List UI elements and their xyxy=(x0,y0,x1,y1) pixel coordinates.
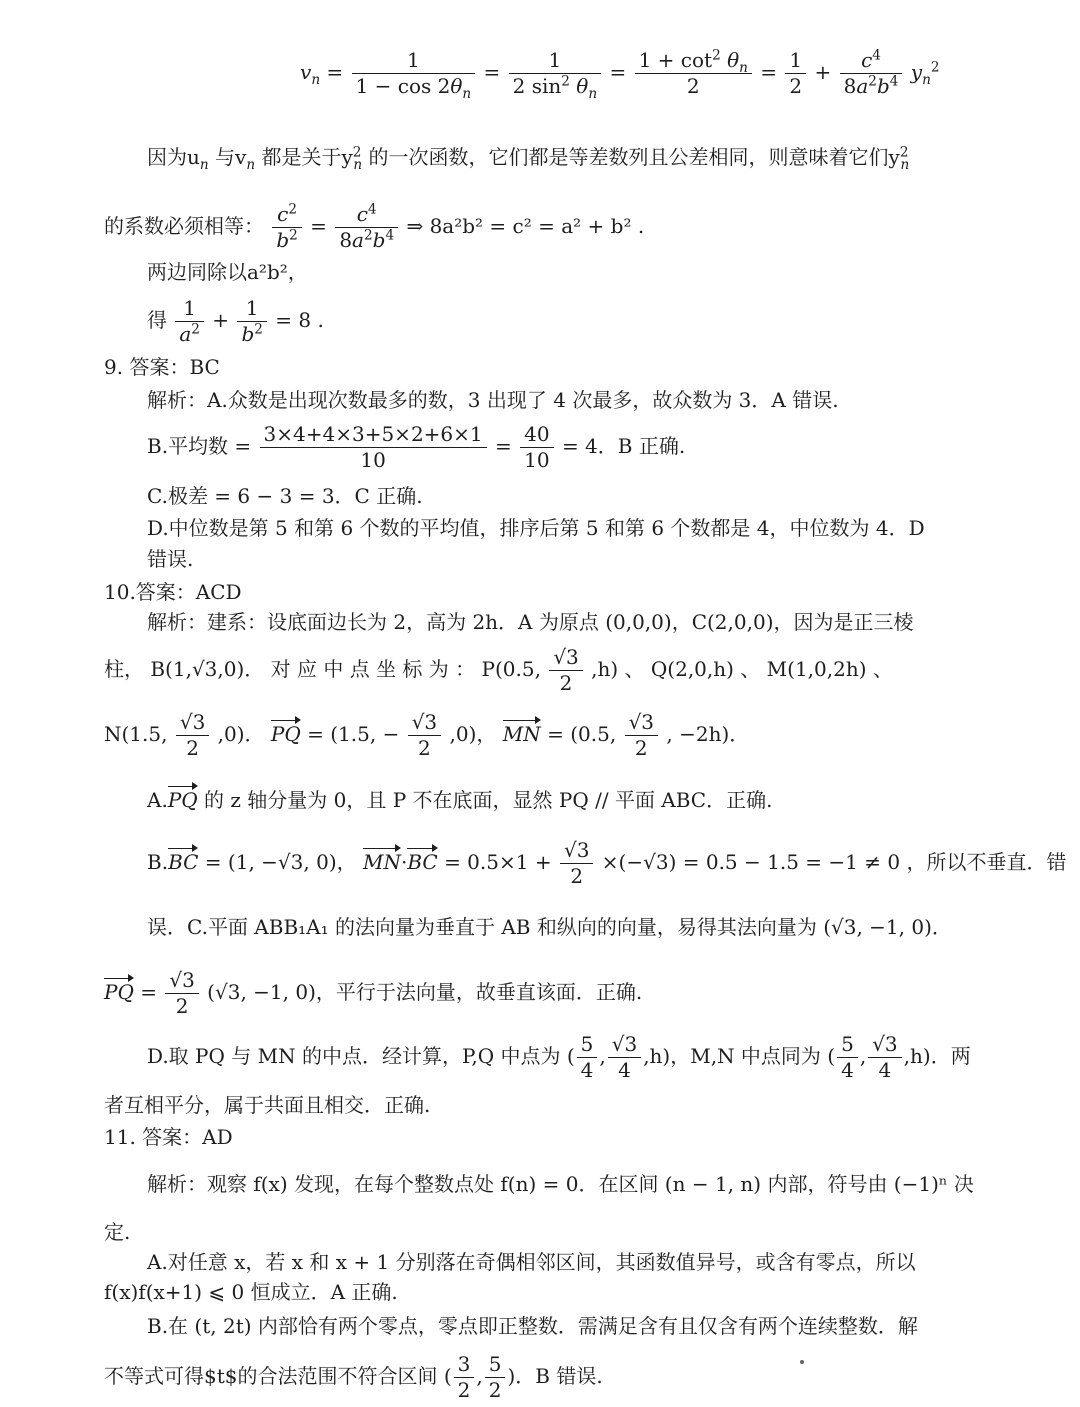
text-line: 错误. xyxy=(147,547,194,571)
vn-var: v xyxy=(300,60,312,84)
text-line: PQ = $\frac{√3}{2}$ (√3, −1, 0)，平行于法向量，故垂直该面．正确. xyxy=(104,968,643,1018)
text-line: C.极差 = 6 − 3 = 3．C 正确. xyxy=(147,484,423,508)
text-line: 因为$u_n$ 与$v_n$ 都是关于$y^2_n$ 的一次函数，它们都是等差数列且公差相同，则意味着它们$y^2_n$ xyxy=(147,144,910,173)
vector-mn: MN xyxy=(362,850,401,874)
vector-pq: PQ xyxy=(104,980,134,1004)
frac: $\frac{√3}{2}$ xyxy=(176,710,209,761)
vector-pq: PQ xyxy=(270,722,301,746)
text-line: N(1.5, $\frac{√3}{2}$ ,0)． PQ = (1.5, − $\frac{√3}{2}$ ,0)， MN = (0.5, $\frac{√3}{2}$ , −2h)． xyxy=(104,710,750,760)
text-line: B.在 (t, 2t) 内部恰有两个零点，零点即正整数．需满足含有且仅含有两个连续整数．解 xyxy=(147,1314,918,1338)
text-line: D.中位数是第 5 和第 6 个数的平均值，排序后第 5 和第 6 个数都是 4，中位数为 4．D xyxy=(147,516,925,540)
frac: $\frac{1}{2}$ xyxy=(785,48,806,99)
answer-11: 11. 答案：AD xyxy=(104,1125,233,1149)
vector-bc: BC xyxy=(168,850,199,874)
text-line: B.平均数 = $\frac{3\times 4+4\times 3+5\times 2+6\times 1}{10}$ = $\frac{40}{10}$ = 4．B 正确. xyxy=(147,422,686,472)
text-line: D.取 PQ 与 MN 的中点．经计算，P,Q 中点为 ( $\frac{5}{4}$ , $\frac{√3}{4}$ ,h)，M,N 中点同为 ( $\frac{5}{4}$ , $\frac{√3}{4}$ ,h)．两 xyxy=(147,1032,971,1082)
frac: $\frac{3}{2}$ xyxy=(454,1352,475,1403)
text-line: 者互相平分，属于共面且相交．正确. xyxy=(104,1093,431,1117)
text-line: 得 $\frac{1}{a^2}$ + $\frac{1}{b^2}$ = 8 . xyxy=(147,296,324,346)
frac: $\frac{√3}{2}$ xyxy=(560,838,593,889)
frac: $\frac{√3}{2}$ xyxy=(549,645,582,696)
text-line: 解析：建系：设底面边长为 2，高为 2h．A 为原点 (0,0,0)，C(2,0,0)，因为是正三棱 xyxy=(147,610,914,634)
frac: $\frac{40}{10}$ xyxy=(520,422,553,473)
text-line: 不等式可得$t$的合法范围不符合区间 ( $\frac{3}{2}$ , $\frac{5}{2}$ )．B 错误. xyxy=(104,1352,603,1402)
frac: $\frac{c^4}{8a^2b^4}$ xyxy=(335,202,398,253)
frac: $\frac{√3}{2}$ xyxy=(165,968,198,1019)
frac: $\frac{√3}{4}$ xyxy=(608,1032,641,1083)
frac: $\frac{1 + \cot^2 \theta_n}{2}$ xyxy=(635,48,752,99)
frac: $\frac{√3}{2}$ xyxy=(408,710,441,761)
frac: $\frac{1}{a^2}$ xyxy=(175,296,204,347)
text-line: A.PQ 的 z 轴分量为 0，且 P 不在底面，显然 PQ // 平面 ABC．正确. xyxy=(147,788,773,812)
formula-vn: $v_n$ = $\frac{1}{1 - \cos 2\theta_n}$ = $\frac{1}{2 \sin^2 \theta_n}$ = $\frac{1 + \cot^2 \theta_n}{2}$ = $\frac{1}{2}$ + $\frac{c^4}{8a^2b^4}$ $y_n^2$ xyxy=(300,47,940,102)
frac: $\frac{1}{1 - \cos 2\theta_n}$ xyxy=(352,48,476,99)
frac: $\frac{√3}{2}$ xyxy=(625,710,658,761)
text-line: B.BC = (1, −√3, 0)， MN·BC = 0.5×1 + $\frac{√3}{2}$ ×(−√3) = 0.5 − 1.5 = −1 ≠ 0 ，所以不垂直．错 xyxy=(147,838,1067,888)
frac: $\frac{1}{b^2}$ xyxy=(237,296,266,347)
frac: $\frac{5}{4}$ xyxy=(837,1032,858,1083)
answer-9: 9. 答案：BC xyxy=(104,355,220,379)
frac: $\frac{√3}{4}$ xyxy=(868,1032,901,1083)
text-line: 两边同除以a²b²， xyxy=(147,260,308,284)
vector-bc: BC xyxy=(407,850,438,874)
frac: $\frac{1}{2 \sin^2 \theta_n}$ xyxy=(509,48,601,99)
frac: $\frac{5}{2}$ xyxy=(485,1352,506,1403)
text-line: 解析：A.众数是出现次数最多的数，3 出现了 4 次最多，故众数为 3．A 错误. xyxy=(147,388,839,412)
frac: $\frac{5}{4}$ xyxy=(577,1032,598,1083)
frac: $\frac{c^4}{8a^2b^4}$ xyxy=(840,48,903,99)
answer-10: 10.答案：ACD xyxy=(104,580,242,604)
vector-mn: MN xyxy=(502,722,541,746)
text-line: 误．C.平面 ABB₁A₁ 的法向量为垂直于 AB 和纵向的向量，易得其法向量为 (√3, −1, 0)． xyxy=(147,915,952,939)
text-line: 定. xyxy=(104,1220,131,1244)
text-line: A.对任意 x，若 x 和 x + 1 分别落在奇偶相邻区间，其函数值异号，或含有零点，所以 xyxy=(147,1250,916,1274)
vector-pq: PQ xyxy=(167,788,198,812)
frac: $\frac{3\times 4+4\times 3+5\times 2+6\times 1}{10}$ xyxy=(260,422,487,473)
frac: $\frac{c^2}{b^2}$ xyxy=(272,202,301,253)
scan-speck xyxy=(800,1360,804,1364)
text-line: f(x)f(x+1) ⩽ 0 恒成立．A 正确. xyxy=(104,1280,398,1304)
text-line: 柱， B(1,√3,0)． 对 应 中 点 坐 标 为 ： P(0.5, $\frac{√3}{2}$ ,h) 、 Q(2,0,h) 、 M(1,0,2h) 、 xyxy=(104,645,893,695)
text-line: 的系数必须相等： $\frac{c^2}{b^2}$ = $\frac{c^4}{8a^2b^4}$ ⇒ 8a²b² = c² = a² + b² . xyxy=(104,201,645,252)
text-line: 解析：观察 f(x) 发现，在每个整数点处 f(n) = 0．在区间 (n − 1, n) 内部，符号由 (−1)ⁿ 决 xyxy=(147,1172,974,1196)
